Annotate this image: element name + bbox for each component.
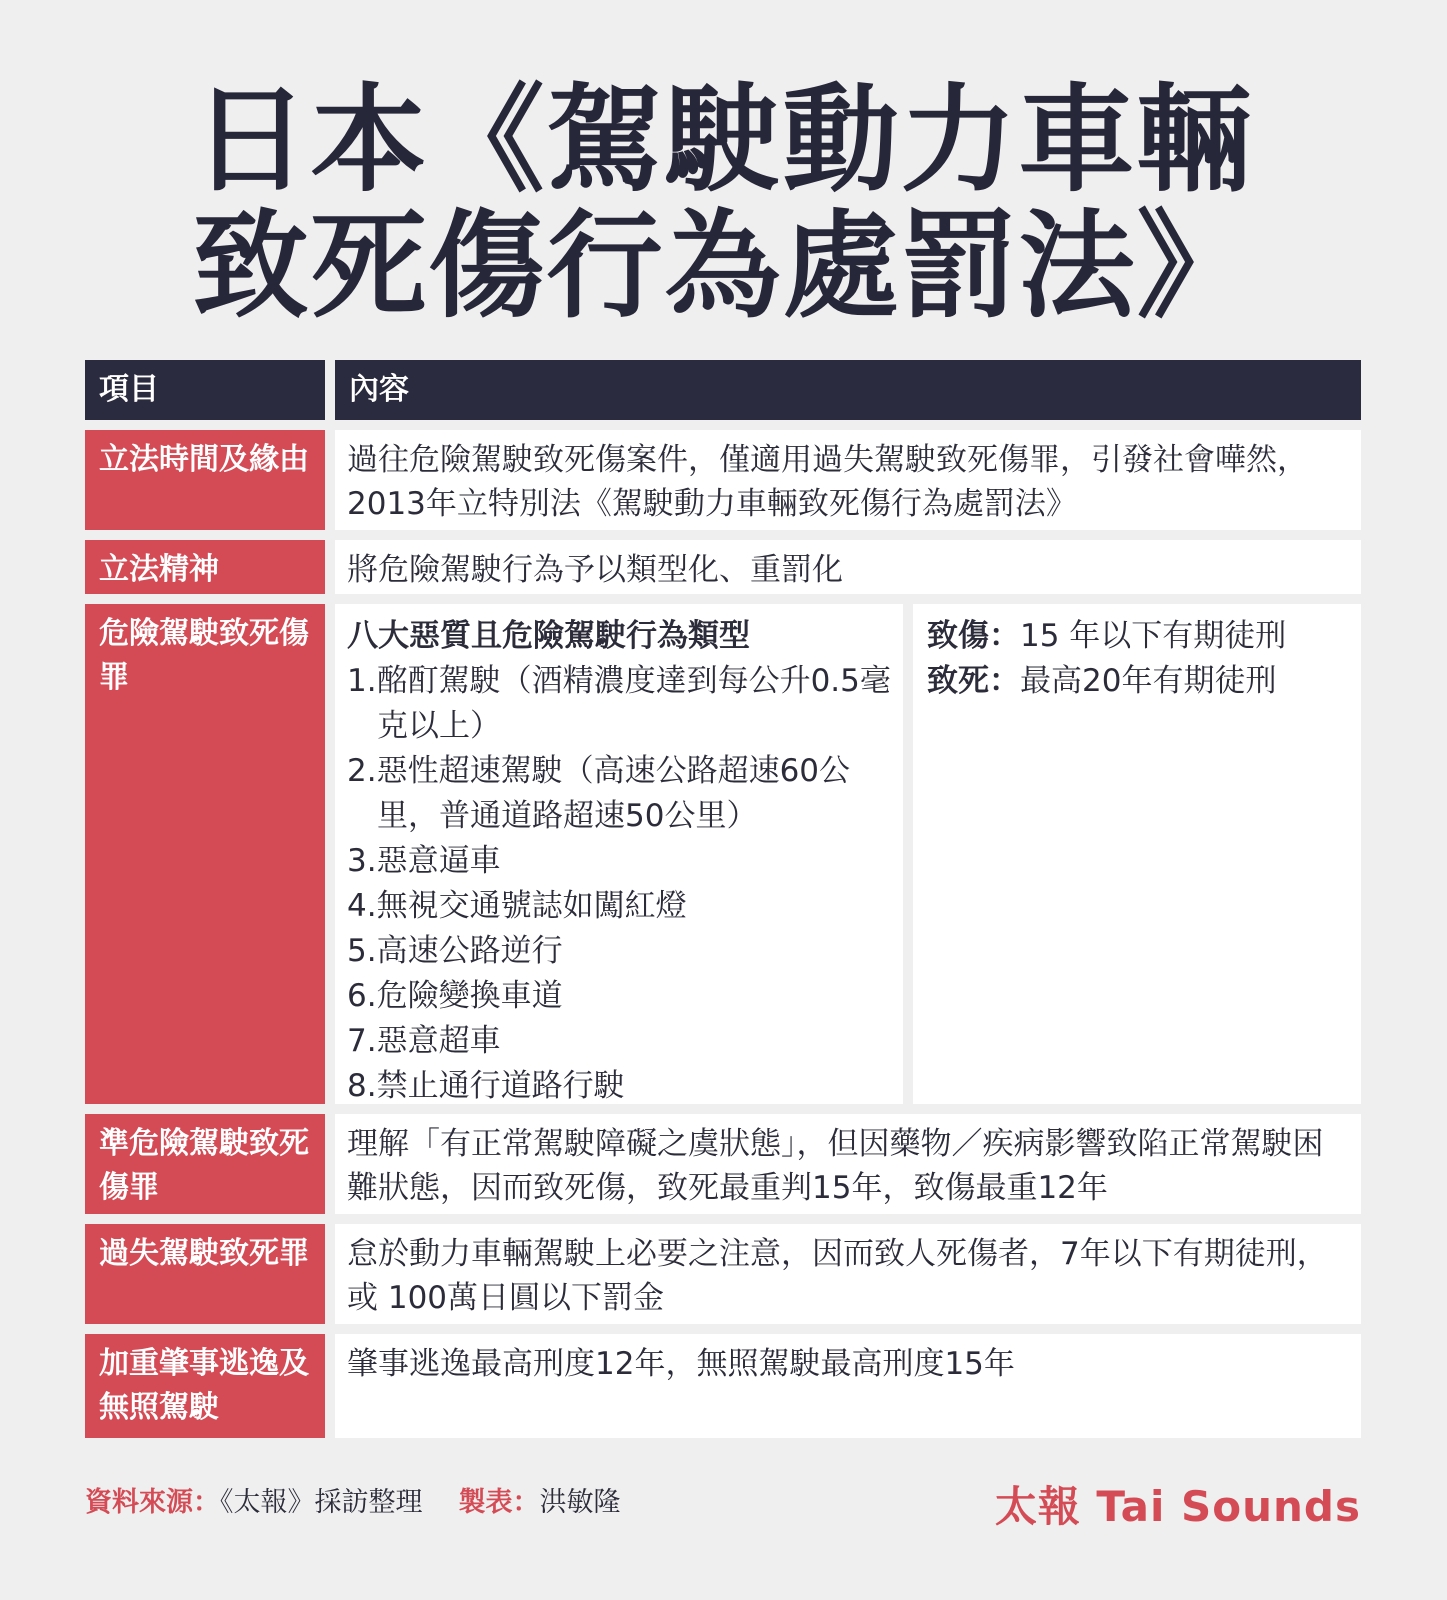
penalties xyxy=(913,604,1361,1104)
row-content: 理解「有正常駕駛障礙之虞狀態」，但因藥物／疾病影響致陷正常駕駛困難狀態，因而致死傷，致死最重判15年，致傷最重12年 xyxy=(335,1114,1361,1214)
row-label: 加重肇事逃逸及無照駕駛 xyxy=(85,1334,325,1438)
list-item: 7.惡意超車 xyxy=(347,1023,501,1059)
list-item: 8.禁止通行道路行駛 xyxy=(347,1068,625,1104)
title-line-1: 日本《駕駛動力車輛 xyxy=(192,73,1255,208)
list-item: 4.無視交通號誌如闖紅燈 xyxy=(347,888,687,924)
table-row xyxy=(85,1114,1361,1214)
list-item: 6.危險變換車道 xyxy=(347,978,563,1014)
list-item: 5.高速公路逆行 xyxy=(347,933,563,969)
types-heading: 八大惡質且危險駕駛行為類型 xyxy=(347,618,750,654)
behavior-types xyxy=(335,604,903,1104)
table-row xyxy=(85,1334,1361,1438)
header-item: 項目 xyxy=(85,360,325,420)
table-row xyxy=(85,430,1361,530)
penalty-key: 致傷： xyxy=(927,618,1020,654)
maker-value: 洪敏隆 xyxy=(539,1487,621,1518)
row-label: 準危險駕駛致死傷罪 xyxy=(85,1114,325,1214)
footer xyxy=(85,1474,1361,1531)
table-header xyxy=(85,360,1361,420)
list-item: 3.惡意逼車 xyxy=(347,843,501,879)
row-content: 過往危險駕駛致死傷案件，僅適用過失駕駛致死傷罪，引發社會嘩然，2013年立特別法《駕駛動力車輛致死傷行為處罰法》 xyxy=(335,430,1361,530)
table-row xyxy=(85,1224,1361,1324)
table-row xyxy=(85,604,1361,1104)
row-content: 將危險駕駛行為予以類型化、重罰化 xyxy=(335,540,1361,594)
row-label: 立法時間及緣由 xyxy=(85,430,325,530)
penalty-value: 15 年以下有期徒刑 xyxy=(1020,618,1287,654)
row-label: 過失駕駛致死罪 xyxy=(85,1224,325,1324)
source-credit xyxy=(85,1480,621,1519)
header-content: 內容 xyxy=(335,360,1361,420)
table-row xyxy=(85,540,1361,594)
penalty-death xyxy=(927,659,1353,704)
row-label: 危險駕駛致死傷罪 xyxy=(85,604,325,1104)
brand-logo: 太報 Tai Sounds xyxy=(994,1482,1361,1531)
maker-key: 製表： xyxy=(458,1487,540,1518)
list-item: 2.惡性超速駕駛（高速公路超速60公里，普通道路超速50公里） xyxy=(347,753,851,834)
penalty-value: 最高20年有期徒刑 xyxy=(1020,663,1277,699)
row-content: 肇事逃逸最高刑度12年，無照駕駛最高刑度15年 xyxy=(335,1334,1361,1438)
penalty-key: 致死： xyxy=(927,663,1020,699)
source-value: 《太報》採訪整理 xyxy=(220,1487,423,1518)
page-title xyxy=(0,73,1447,334)
list-item: 1.酩酊駕駛（酒精濃度達到每公升0.5毫克以上） xyxy=(347,663,891,744)
row-content: 怠於動力車輛駕駛上必要之注意，因而致人死傷者，7年以下有期徒刑，或 100萬日圓以下罰金 xyxy=(335,1224,1361,1324)
title-line-2: 致死傷行為處罰法》 xyxy=(192,199,1255,334)
source-key: 資料來源： xyxy=(85,1487,220,1518)
row-label: 立法精神 xyxy=(85,540,325,594)
penalty-injury xyxy=(927,614,1353,659)
